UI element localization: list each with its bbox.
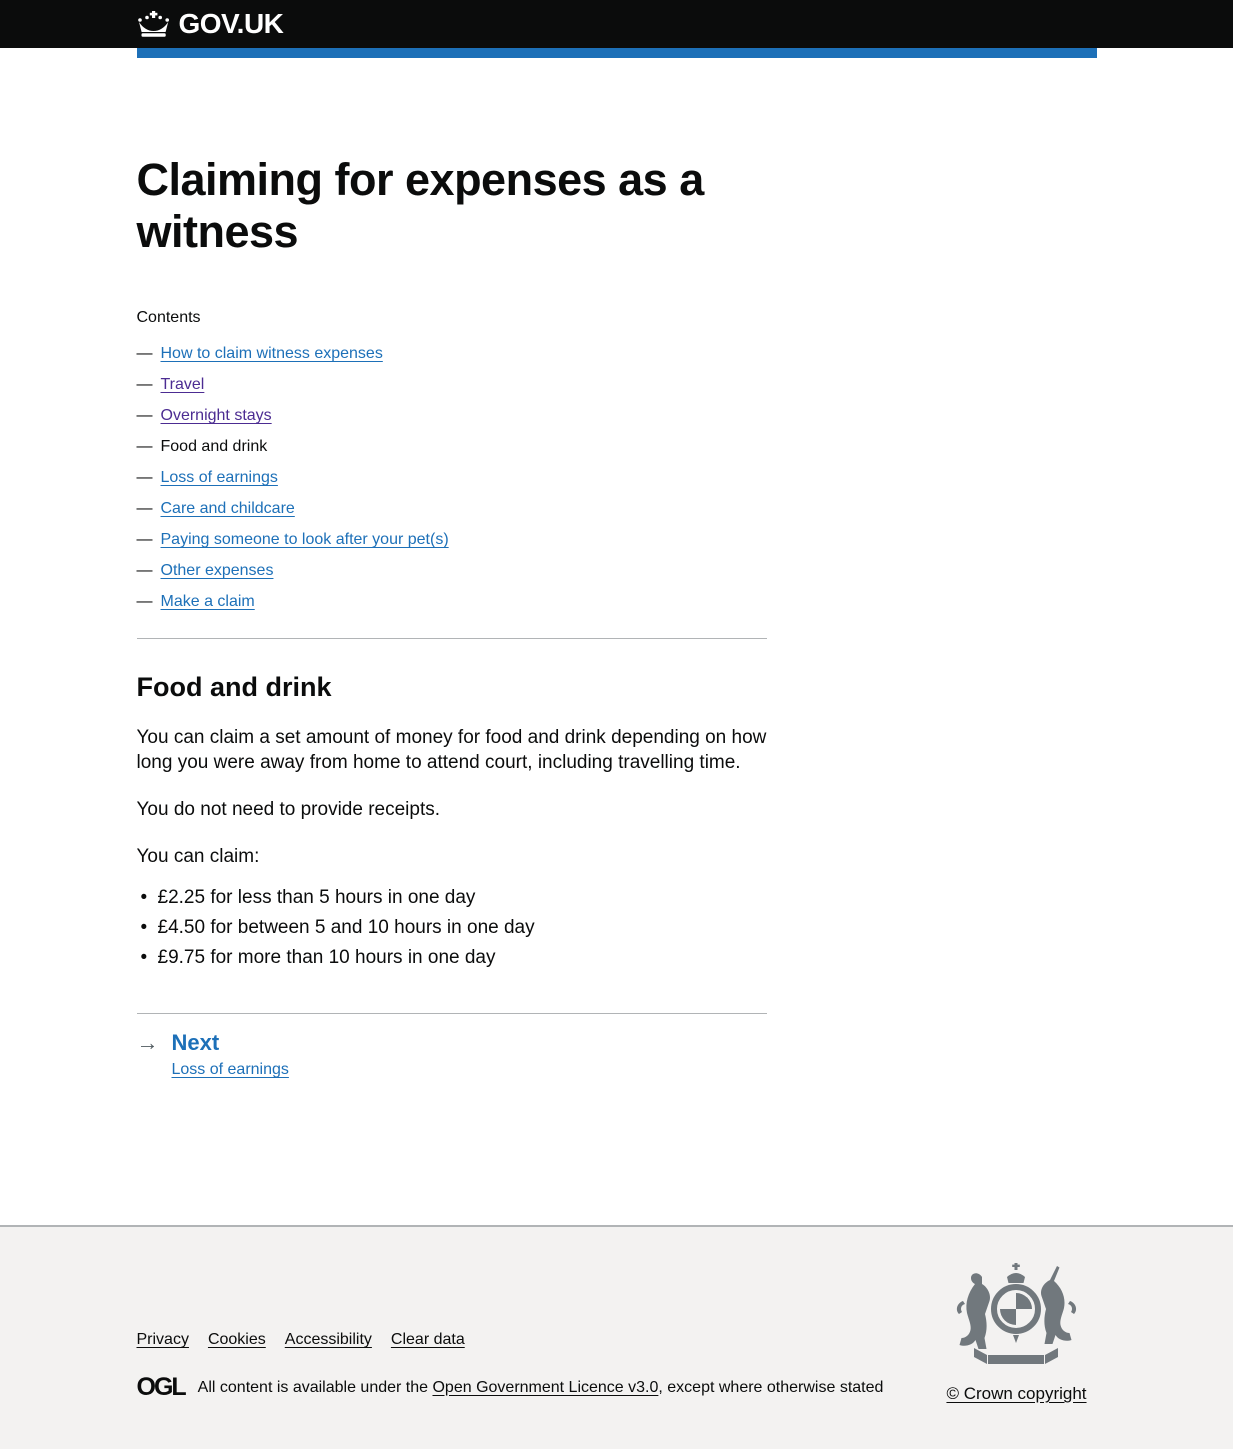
section-divider <box>137 638 767 639</box>
paragraph: You can claim: <box>136 846 260 867</box>
contents-label: Contents <box>136 309 201 326</box>
list-item: • £2.25 for less than 5 hours in one day <box>141 885 767 910</box>
contents-item <box>137 592 1097 611</box>
contents-item-dash: — <box>136 345 153 362</box>
list-item: • £9.75 for more than 10 hours in one day <box>141 945 767 970</box>
arrow-right-icon: → <box>136 1030 159 1055</box>
service-color-bar <box>137 48 1097 58</box>
contents-link-other-expenses[interactable]: Other expenses <box>160 562 274 579</box>
page-title: Claiming for expenses as a witness <box>136 154 704 257</box>
licence-statement <box>198 1378 884 1398</box>
footer-link-privacy[interactable]: Privacy <box>136 1331 189 1348</box>
contents-link-overnight-stays[interactable]: Overnight stays <box>160 407 272 424</box>
contents-item <box>137 530 1097 549</box>
contents-link-loss-of-earnings[interactable]: Loss of earnings <box>160 469 278 486</box>
royal-coat-of-arms <box>954 1263 1079 1375</box>
contents-item <box>137 468 1097 487</box>
contents-current-food-and-drink: Food and drink <box>160 438 268 455</box>
contents-item <box>137 437 1097 456</box>
paragraph: You can claim a set amount of money for food and drink depending on how long you were away from home to attend court, including travelling time. <box>136 727 767 773</box>
contents-list <box>137 344 1097 611</box>
pagination-divider <box>137 1013 767 1014</box>
contents-item <box>137 499 1097 518</box>
ogl-logo: OGL <box>136 1373 185 1401</box>
govuk-logo[interactable] <box>137 0 1097 48</box>
contents-item <box>137 375 1097 394</box>
contents-link-care-and-childcare[interactable]: Care and childcare <box>160 500 295 517</box>
next-page-link[interactable]: Loss of earnings <box>171 1061 289 1078</box>
licence-text-before: All content is available under the <box>197 1378 433 1396</box>
footer-links <box>137 1331 884 1349</box>
govuk-logo-text: GOV.UK <box>178 8 284 39</box>
crown-copyright-link[interactable]: © Crown copyright <box>946 1384 1087 1403</box>
ogl-licence-link[interactable]: Open Government Licence v3.0 <box>432 1378 659 1396</box>
contents-link-travel[interactable]: Travel <box>160 376 205 393</box>
next-button[interactable]: Next <box>171 1030 220 1055</box>
pagination-next <box>137 1030 1097 1079</box>
contents-item <box>137 406 1097 425</box>
contents-item-dash: — <box>136 562 153 579</box>
contents-item-dash: — <box>136 376 153 393</box>
crown-icon <box>137 11 170 38</box>
paragraph: You do not need to provide receipts. <box>136 799 441 820</box>
contents-item <box>137 344 1097 363</box>
footer-link-accessibility[interactable]: Accessibility <box>284 1331 372 1348</box>
contents-item-dash: — <box>136 438 153 455</box>
contents-item-dash: — <box>136 469 153 486</box>
contents-link-make-a-claim[interactable]: Make a claim <box>160 593 255 610</box>
section-heading: Food and drink <box>136 672 332 702</box>
footer-link-clear-data[interactable]: Clear data <box>390 1331 465 1348</box>
list-item: • £4.50 for between 5 and 10 hours in one day <box>141 915 767 940</box>
contents-item-dash: — <box>136 531 153 548</box>
contents-item-dash: — <box>136 407 153 424</box>
contents-item-dash: — <box>136 593 153 610</box>
contents-item <box>137 561 1097 580</box>
claim-amounts-list <box>137 885 767 970</box>
contents-nav <box>137 308 1097 611</box>
govuk-footer <box>0 1225 1233 1449</box>
contents-item-dash: — <box>136 500 153 517</box>
contents-link-pets[interactable]: Paying someone to look after your pet(s) <box>160 531 449 548</box>
contents-link-how-to-claim[interactable]: How to claim witness expenses <box>160 345 383 362</box>
govuk-header <box>0 0 1233 48</box>
licence-text-after: , except where otherwise stated <box>658 1378 884 1396</box>
footer-link-cookies[interactable]: Cookies <box>207 1331 266 1348</box>
main-content <box>137 154 1097 1079</box>
